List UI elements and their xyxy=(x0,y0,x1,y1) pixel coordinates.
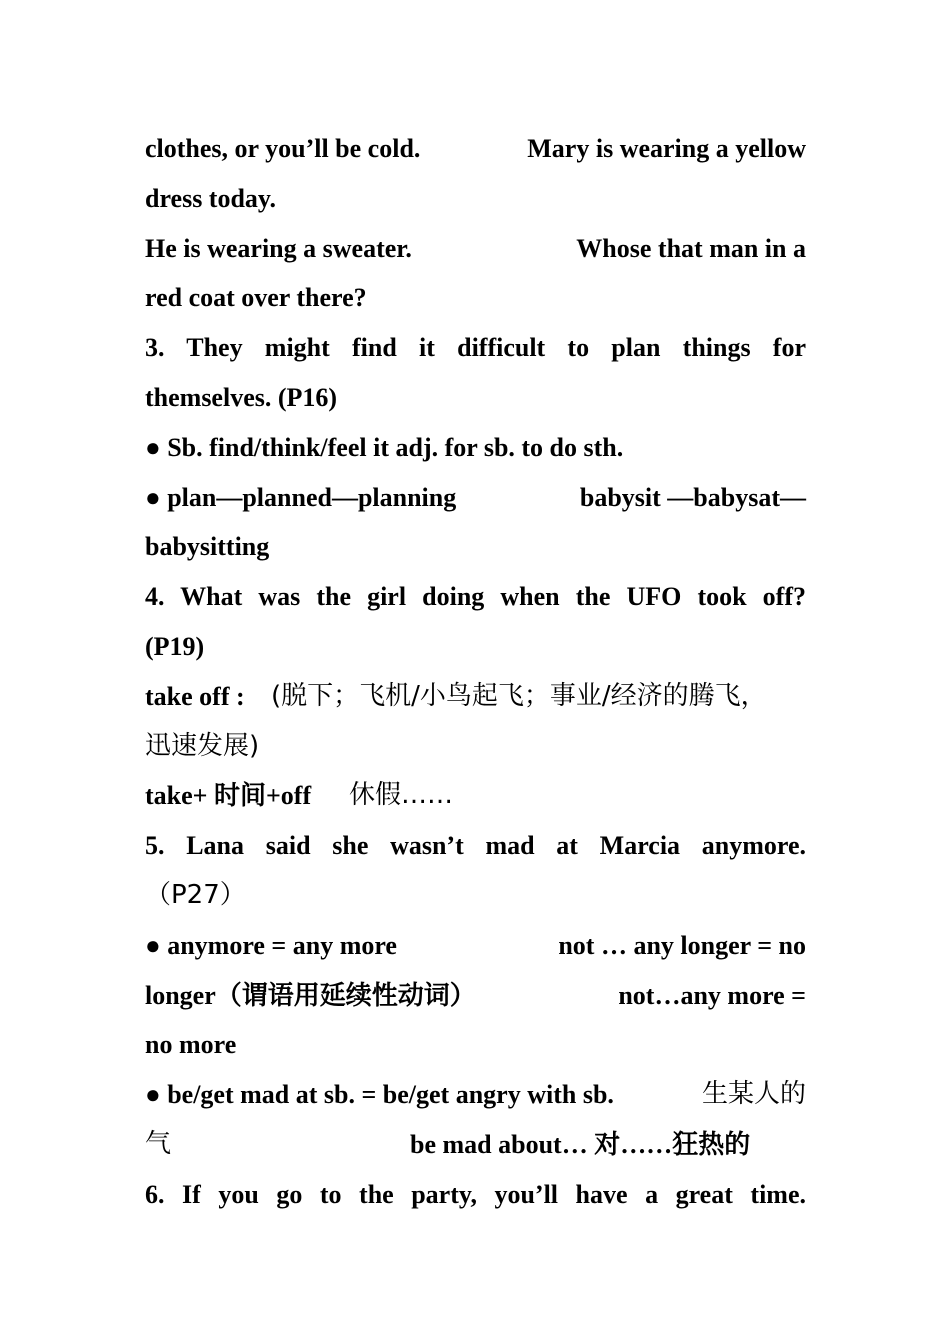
text-line: no more xyxy=(145,1030,237,1060)
text-line xyxy=(145,124,806,174)
text-line xyxy=(145,1120,806,1170)
text-line xyxy=(145,672,806,722)
text-segment: not … any longer = no xyxy=(558,930,806,960)
text-line: 4. What was the girl doing when the UFO took off? xyxy=(145,582,806,612)
text-line: (P19) xyxy=(145,631,205,661)
text-segment: ● anymore = any more xyxy=(145,930,397,960)
text-segment: 休假…… xyxy=(349,780,454,811)
text-segment: not…any more = xyxy=(618,980,806,1010)
text-segment: 气 xyxy=(145,1128,172,1159)
text-line: dress today. xyxy=(145,183,276,213)
text-line: （P27） xyxy=(145,879,246,910)
text-line xyxy=(145,971,806,1021)
text-line: themselves. (P16) xyxy=(145,382,338,412)
text-segment: Mary is wearing a yellow xyxy=(527,134,806,163)
text-segment: He is wearing a sweater. xyxy=(145,233,412,263)
text-line xyxy=(145,224,806,274)
text-segment: be mad about… 对……狂热的 xyxy=(410,1129,751,1159)
text-segment: 生某人的 xyxy=(701,1079,806,1110)
text-segment: ● be/get mad at sb. = be/get angry with sb. xyxy=(145,1080,614,1110)
text-line xyxy=(145,921,806,971)
text-line: 迅速发展) xyxy=(145,730,260,761)
text-line: 5. Lana said she wasn’t mad at Marcia anymore. xyxy=(145,831,806,861)
text-segment: take+ 时间+off xyxy=(145,781,312,811)
text-line xyxy=(145,771,806,821)
text-line: ● Sb. find/think/feel it adj. for sb. to do sth. xyxy=(145,432,624,462)
text-segment: longer（谓语用延续性动词） xyxy=(145,980,476,1010)
text-segment: take off : xyxy=(145,681,245,711)
text-line xyxy=(145,473,806,523)
text-segment: ● plan—planned—planning xyxy=(145,482,457,512)
text-line: 6. If you go to the party, you’ll have a great time. xyxy=(145,1179,806,1209)
text-segment: (脱下；飞机/小鸟起飞；事业/经济的腾飞， xyxy=(271,680,767,711)
text-segment: babysit —babysat— xyxy=(579,482,806,512)
text-line: red coat over there? xyxy=(145,283,367,313)
text-line: 3. They might find it difficult to plan things for xyxy=(145,333,806,363)
text-segment: Whose that man in a xyxy=(576,233,806,263)
text-segment: clothes, or you’ll be cold. xyxy=(145,134,421,163)
text-line: babysitting xyxy=(145,532,270,562)
text-line xyxy=(145,1070,806,1120)
document-body xyxy=(145,124,806,1220)
